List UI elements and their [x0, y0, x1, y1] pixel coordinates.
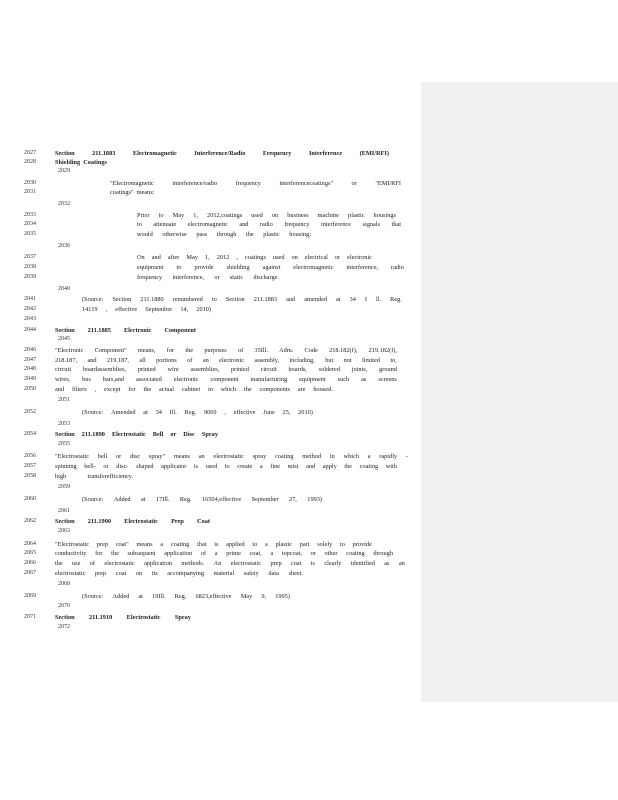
line-number: 2058 — [24, 473, 36, 479]
line-number: 2065 — [24, 550, 36, 556]
line-text: high transferefficiency. — [55, 473, 133, 480]
document-line — [0, 613, 421, 622]
marginal-number: 2045 — [58, 336, 70, 342]
line-text: to attenuate electromagnetic and radio frequency interference signals that — [137, 221, 401, 228]
line-number: 2039 — [24, 274, 36, 280]
sub-line-number — [0, 580, 421, 589]
document-line — [0, 472, 421, 481]
line-number: 2044 — [24, 327, 36, 333]
line-text: electrostatic prep coat on its accompanying material safety data sheet. — [55, 570, 303, 577]
line-text: "Electronic Component" means, for the purposes of 35Ill. Adm. Code 218.182(f), 219.182(f), — [55, 347, 397, 354]
marginal-number: 2070 — [58, 603, 70, 609]
marginal-number: 2053 — [58, 421, 70, 427]
sub-line-number — [0, 200, 421, 209]
line-text: frequency interference, or static discharge. — [137, 274, 279, 281]
line-number: 2028 — [24, 159, 36, 165]
line-text: conductivity for the subsequent application of a prime coat, a topcoat, or other coating through — [55, 550, 393, 557]
document-line — [0, 295, 421, 304]
line-number: 2043 — [24, 316, 36, 322]
line-number: 2034 — [24, 221, 36, 227]
marginal-number: 2036 — [58, 243, 70, 249]
marginal-number: 2029 — [58, 168, 70, 174]
document-line — [0, 188, 421, 197]
comment-pane — [421, 82, 618, 702]
line-number: 2052 — [24, 409, 36, 415]
line-number: 2069 — [24, 593, 36, 599]
document-line — [0, 326, 421, 335]
line-number: 2054 — [24, 431, 36, 437]
document-line — [0, 356, 421, 365]
line-text: Prior to May 1, 2012,coatings used on business machine plastic housings — [137, 212, 396, 219]
line-number: 2047 — [24, 357, 36, 363]
sub-line-number — [0, 396, 421, 405]
line-number: 2037 — [24, 254, 36, 260]
line-number: 2031 — [24, 189, 36, 195]
line-number: 2030 — [24, 180, 36, 186]
document-line — [0, 559, 421, 568]
section-heading: Section 211.1910 Electrostatic Spray — [55, 614, 191, 621]
line-number: 2050 — [24, 386, 36, 392]
document-line — [0, 211, 421, 220]
line-text: 14119 , effective September 14, 2010) — [82, 306, 211, 313]
sub-line-number — [0, 242, 421, 251]
document-line — [0, 346, 421, 355]
document-line — [0, 365, 421, 374]
sub-line-number — [0, 285, 421, 294]
document-line — [0, 158, 421, 167]
line-text: On and after May 1, 2012 , coatings used on electrical or electronic — [137, 254, 372, 261]
document-line — [0, 462, 421, 471]
document-line — [0, 179, 421, 188]
line-number: 2057 — [24, 463, 36, 469]
sub-line-number — [0, 440, 421, 449]
document-line — [0, 315, 421, 324]
line-number: 2038 — [24, 264, 36, 270]
line-text: the use of electrostatic application methods. An electrostatic prep coat is clearly identified as an — [55, 560, 405, 567]
document-line — [0, 540, 421, 549]
marginal-number: 2055 — [58, 441, 70, 447]
section-heading: Section 211.1885 Electronic Component — [55, 327, 196, 334]
sub-line-number — [0, 507, 421, 516]
document-line — [0, 452, 421, 461]
line-text: (Source: Added at 17Ill. Reg. 16504,effective September 27, 1993) — [82, 496, 322, 503]
line-text: spinning bell- or disc- shaped applicator is used to create a fine mist and apply the coating with — [55, 463, 397, 470]
document-line — [0, 517, 421, 526]
line-number: 2042 — [24, 306, 36, 312]
line-number: 2041 — [24, 296, 36, 302]
line-number: 2046 — [24, 347, 36, 353]
line-number: 2056 — [24, 453, 36, 459]
marginal-number: 2061 — [58, 508, 70, 514]
line-number: 2027 — [24, 150, 36, 156]
document-line — [0, 375, 421, 384]
line-number: 2035 — [24, 231, 36, 237]
line-text: "Electrostatic bell or disc spray" means an electrostatic spray coating method in which a rapidly - — [55, 453, 408, 460]
marginal-number: 2032 — [58, 201, 70, 207]
line-text: coatings" means: — [110, 189, 155, 196]
line-number: 2066 — [24, 560, 36, 566]
line-number: 2064 — [24, 541, 36, 547]
sub-line-number — [0, 623, 421, 632]
marginal-number: 2040 — [58, 286, 70, 292]
line-number: 2049 — [24, 376, 36, 382]
document-line — [0, 569, 421, 578]
sub-line-number — [0, 167, 421, 176]
section-heading: Section 211.1883 Electromagnetic Interference/Radio Frequency Interference (EMI/RFI) — [55, 150, 389, 157]
document-line — [0, 220, 421, 229]
sub-line-number — [0, 602, 421, 611]
line-text: (Source: Amended at 34 Ill. Reg. 9069 , effective June 25, 2010) — [82, 409, 313, 416]
line-text: circuit boardassemblies, printed wire assemblies, printed circuit boards, soldered joints, ground — [55, 366, 397, 373]
document-line — [0, 408, 421, 417]
section-heading: Section 211.1890 Electrostatic Bell or Disc Spray — [55, 431, 218, 438]
section-heading: Shielding Coatings — [55, 159, 107, 166]
line-text: equipment to provide shielding against electromagnetic interference, radio — [137, 264, 404, 271]
marginal-number: 2051 — [58, 397, 70, 403]
marginal-number: 2072 — [58, 624, 70, 630]
document-line — [0, 149, 421, 158]
document-line — [0, 305, 421, 314]
line-number: 2060 — [24, 496, 36, 502]
document-line — [0, 385, 421, 394]
line-text: would otherwise pass through the plastic housing; — [137, 231, 311, 238]
document-line — [0, 549, 421, 558]
document-line — [0, 592, 421, 601]
line-number: 2071 — [24, 614, 36, 620]
sub-line-number — [0, 527, 421, 536]
line-text: (Source: Section 211.1880 renumbered to Section 211.1883 and amended at 34 I ll. Reg. — [82, 296, 402, 303]
document-line — [0, 263, 421, 272]
line-number: 2033 — [24, 212, 36, 218]
line-text: (Source: Added at 19Ill. Reg. 6823,effective May 9, 1995) — [82, 593, 290, 600]
document-line — [0, 430, 421, 439]
document-line — [0, 230, 421, 239]
line-text: "Electromagnetic interference/radio frequency interferencecoatings" or "EMI/RFI — [110, 180, 401, 187]
line-number: 2048 — [24, 366, 36, 372]
marginal-number: 2059 — [58, 484, 70, 490]
marginal-number: 2068 — [58, 581, 70, 587]
section-heading: Section 211.1900 Electrostatic Prep Coat — [55, 518, 210, 525]
document-line — [0, 495, 421, 504]
line-text: and filters , except for the actual cabinet in which the components are housed. — [55, 386, 333, 393]
document-line — [0, 273, 421, 282]
line-text: 218.187, and 219.187, all portions of an electronic assembly, including, but not limited to, — [55, 357, 397, 364]
line-text: wires, bus bars,and associated electronic component manufacturing equipment such as screens — [55, 376, 397, 383]
line-number: 2067 — [24, 570, 36, 576]
line-number: 2062 — [24, 518, 36, 524]
sub-line-number — [0, 420, 421, 429]
sub-line-number — [0, 483, 421, 492]
marginal-number: 2063 — [58, 528, 70, 534]
document-line — [0, 253, 421, 262]
line-text: "Electrostatic prep coat" means a coating that is applied to a plastic part solely to provide — [55, 541, 372, 548]
sub-line-number — [0, 335, 421, 344]
